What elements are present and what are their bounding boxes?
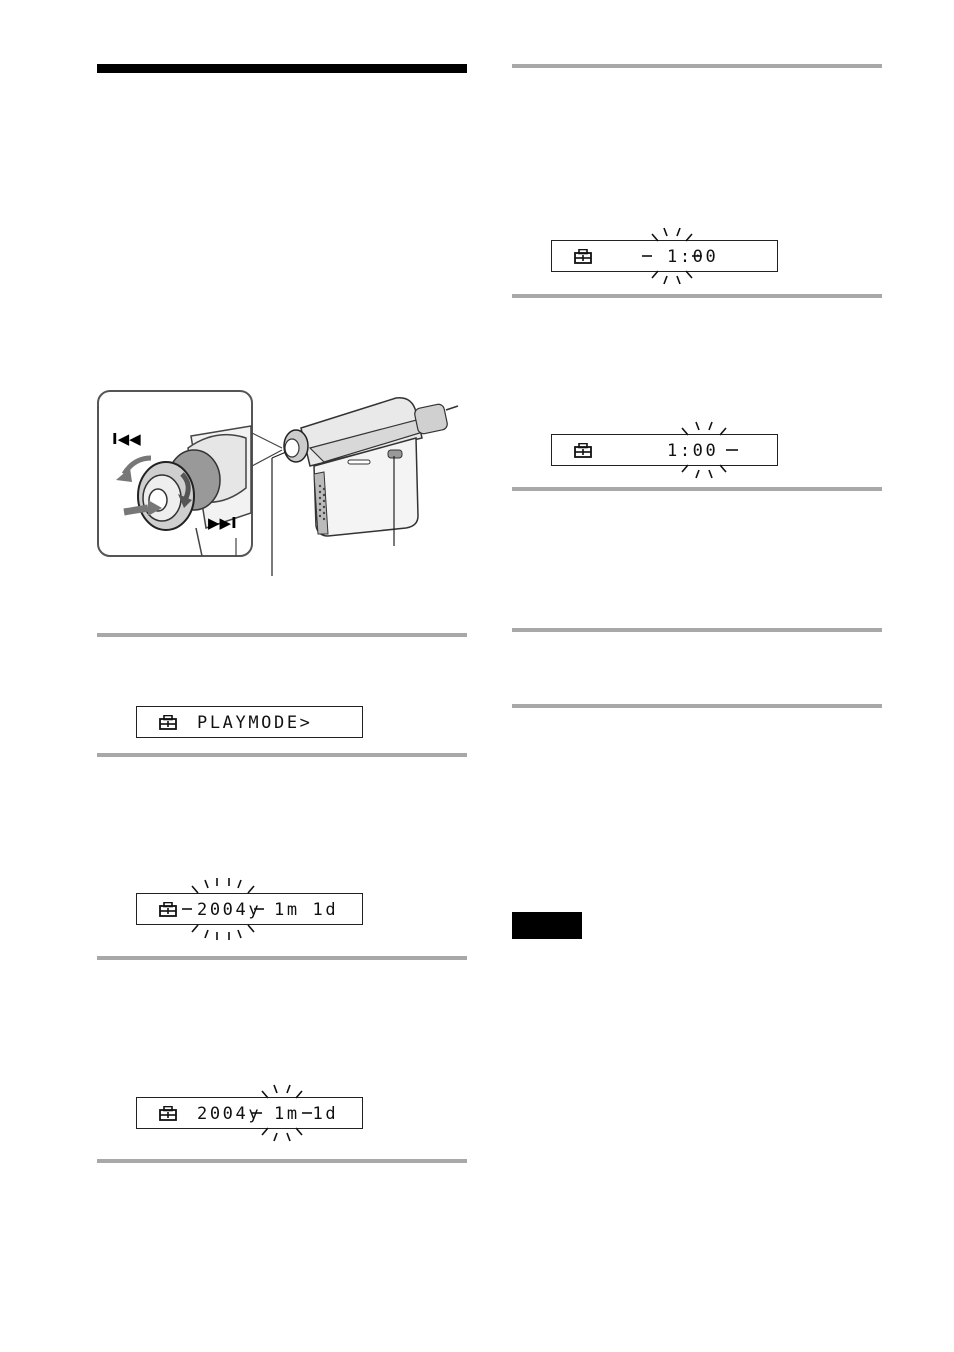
- lcd-text: 1:00: [667, 441, 719, 461]
- step-rule-2: [97, 753, 467, 757]
- step-rule-1: [97, 633, 467, 637]
- next-button-symbol: ▶▶I: [208, 514, 237, 532]
- lcd-text: 2004y 1m 1d: [197, 1104, 339, 1124]
- prev-button-symbol: I◀◀: [112, 430, 141, 448]
- blink-icon: [666, 418, 742, 482]
- lcd-text: 2004y 1m 1d: [197, 900, 339, 920]
- lcd-display-time-minute: [551, 434, 778, 466]
- toolbox-icon: [574, 443, 592, 458]
- toolbox-icon: [159, 715, 177, 730]
- note-badge: [512, 912, 582, 939]
- lcd-text: PLAYMODE>: [197, 713, 313, 733]
- section-title-rule: [97, 64, 467, 73]
- step-rule-8: [512, 628, 882, 632]
- toolbox-icon: [574, 249, 592, 264]
- step-rule-3: [97, 956, 467, 960]
- toolbox-icon: [159, 902, 177, 917]
- blink-icon: [250, 1081, 314, 1145]
- toolbox-icon: [159, 1106, 177, 1121]
- blink-icon: [640, 224, 704, 288]
- blink-icon: [178, 876, 268, 942]
- step-rule-5: [512, 64, 882, 68]
- step-rule-6: [512, 294, 882, 298]
- lcd-text: 1:00: [667, 247, 719, 267]
- step-rule-7: [512, 487, 882, 491]
- step-rule-9: [512, 704, 882, 708]
- device-illustration: [96, 388, 468, 578]
- lcd-display-playmode: [136, 706, 363, 738]
- step-rule-4: [97, 1159, 467, 1163]
